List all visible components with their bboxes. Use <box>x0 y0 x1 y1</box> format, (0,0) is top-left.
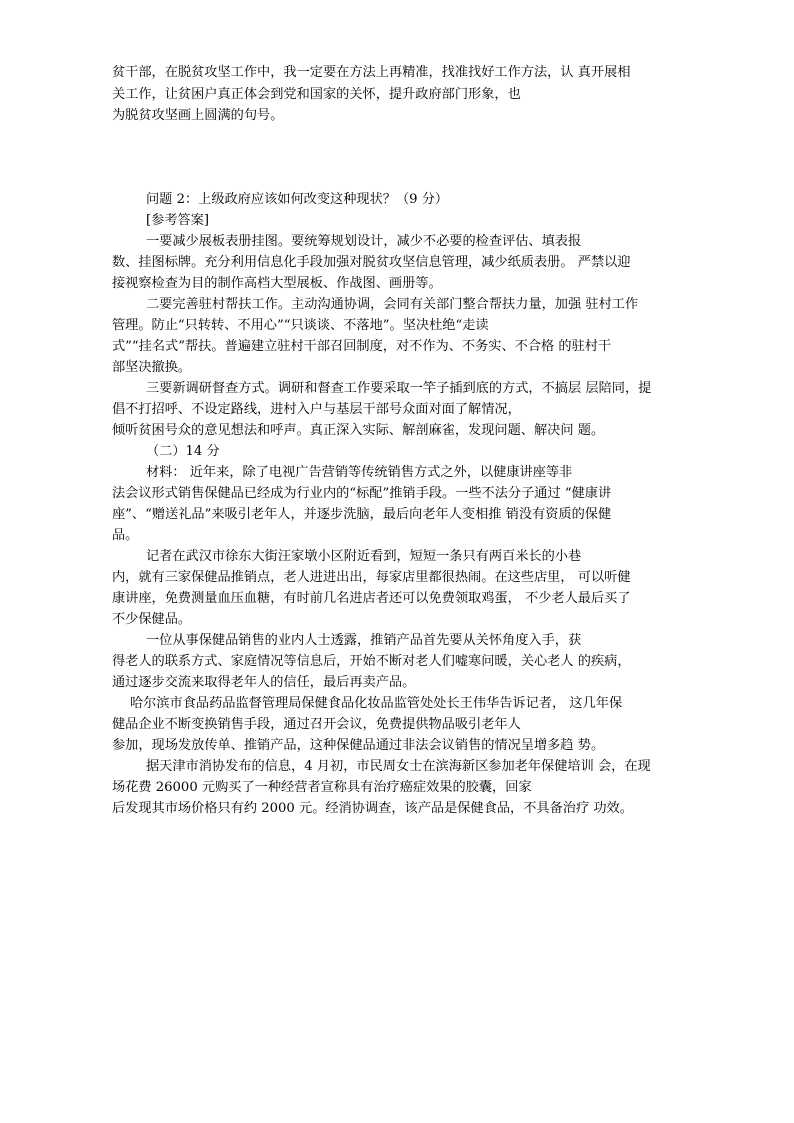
text-line: 通过逐步交流来取得老年人的信任，最后再卖产品。 <box>112 675 416 690</box>
text-line: 二要完善驻村帮扶工作。主动沟通协调，会同有关部门整合帮扶力量，加强 驻村工作 <box>146 297 639 312</box>
text-line: 部坚决撤换。 <box>112 360 192 375</box>
text-line: 关工作，让贫困户真正体会到党和国家的关怀，提升政府部门形象，也 <box>112 87 521 102</box>
text-line: 内，就有三家保健品推销点，老人进进出出，每家店里都很热闹。在这些店里， 可以听健 <box>112 570 631 585</box>
answer-label: [参考答案] <box>146 213 210 228</box>
text-line: 倡不打招呼、不设定路线，进村入户与基层干部号众面对面了解情况， <box>112 402 521 417</box>
text-line: 参加，现场发放传单、推销产品，这种保健品通过非法会议销售的情况呈增多趋 势。 <box>112 738 605 753</box>
text-line: 不少保健品。 <box>112 612 192 627</box>
text-line: 接视察检查为目的制作高档大型展板、作战图、画册等。 <box>112 276 442 291</box>
text-line: 数、挂图标牌。充分利用信息化手段加强对脱贫攻坚信息管理，减少纸质表册。 严禁以迎 <box>112 255 631 270</box>
text-line: 场花费 26000 元购买了一种经营者宣称具有治疗癌症效果的胶囊，回家 <box>112 780 532 795</box>
text-line: 康讲座，免费测量血压血糖，有时前几名进店者还可以免费领取鸡蛋， 不少老人最后买了 <box>112 591 631 606</box>
text-line: 座”、“赠送礼品”来吸引老年人，并逐步洗脑，最后向老年人变相推 销没有资质的保健 <box>112 507 612 522</box>
text-line: 为脱贫攻坚画上圆满的句号。 <box>112 108 284 123</box>
text-line: 品。 <box>112 528 139 543</box>
question-heading: 问题 2：上级政府应该如何改变这种现状？（9 分） <box>146 192 449 207</box>
text-line: 一要减少展板表册挂图。要统筹规划设计，减少不必要的检查评估、填表报 <box>146 234 582 249</box>
text-line: 材料： 近年来，除了电视广告营销等传统销售方式之外，以健康讲座等非 <box>146 465 573 480</box>
text-line: 记者在武汉市徐东大街汪家墩小区附近看到，短短一条只有两百米长的小巷 <box>146 549 582 564</box>
text-line: 得老人的联系方式、家庭情况等信息后，开始不断对老人们嘘寒问暖，关心老人 的疾病， <box>112 654 631 669</box>
text-line: 法会议形式销售保健品已经成为行业内的“标配”推销手段。一些不法分子通过 “健康讲 <box>112 486 612 501</box>
text-line: 据天津市消协发布的信息，4 月初，市民周女士在滨海新区参加老年保健培训 会，在现 <box>146 759 651 774</box>
text-line: 后发现其市场价格只有约 2000 元。经消协调查，该产品是保健食品，不具备治疗 功效。 <box>112 801 633 816</box>
text-line: 倾听贫困号众的意见想法和呼声。真正深入实际、解剖麻雀，发现问题、解决问 题。 <box>112 423 605 438</box>
text-line: 管理。防止“只转转、不用心”“只谈谈、不落地”。坚决杜绝“走读 <box>112 318 489 333</box>
text-line: 式”“挂名式”帮扶。普遍建立驻村干部召回制度，对不作为、不务实、不合格 的驻村干 <box>112 339 612 354</box>
text-line: 三要新调研督查方式。调研和督查工作要采取一竿子插到底的方式，不搞层 层陪同，提 <box>146 381 652 396</box>
section-heading: （二）14 分 <box>146 444 220 459</box>
text-line: 健品企业不断变换销售手段，通过召开会议，免费提供物品吸引老年人 <box>112 717 521 732</box>
text-line: 一位从事保健品销售的业内人士透露，推销产品首先要从关怀角度入手，获 <box>146 633 582 648</box>
text-line: 哈尔滨市食品药品监督管理局保健食品化妆品监管处处长王伟华告诉记者， 这几年保 <box>130 696 623 711</box>
text-line: 贫干部，在脱贫攻坚工作中，我一定要在方法上再精准，找准找好工作方法，认 真开展相 <box>112 65 631 80</box>
